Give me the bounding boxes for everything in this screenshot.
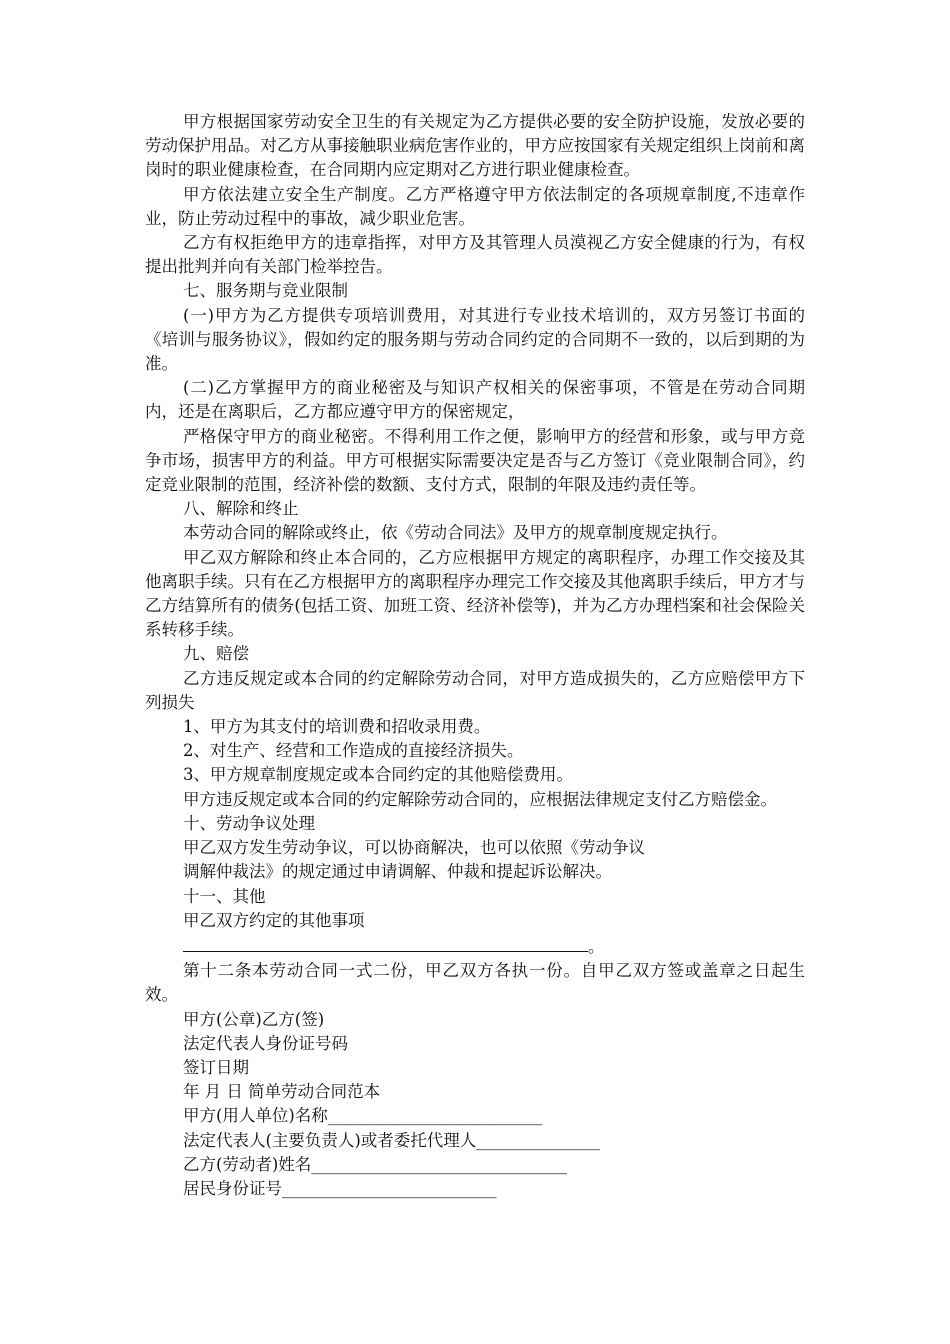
section-heading-7: 七、服务期与竞业限制 xyxy=(182,281,348,301)
employee-name-field: 乙方(劳动者)姓名_______________________________ xyxy=(182,1154,568,1174)
employer-name-field: 甲方(用人单位)名称__________________________ xyxy=(182,1106,543,1126)
signature-parties: 甲方(公章)乙方(签) xyxy=(182,1009,325,1029)
paragraph-non-compete: 严格保守甲方的商业秘密。不得利用工作之便，影响甲方的经营和形象，或与甲方竞争市场，损害甲方的利益。甲方可根据实际需要决定是否与乙方签订《竞业限制合同》，约定竞业限制的范围，经济补偿的数额、支付方式，限制的年限及违约责任等。 xyxy=(145,426,805,495)
list-item-3: 3、甲方规章制度规定或本合同约定的其他赔偿费用。 xyxy=(182,765,573,785)
paragraph-employer-compensation: 甲方违反规定或本合同的约定解除劳动合同的，应根据法律规定支付乙方赔偿金。 xyxy=(182,789,777,809)
section-heading-11: 十一、其他 xyxy=(182,886,266,906)
date-and-template-title: 年 月 日 简单劳动合同范本 xyxy=(182,1082,381,1102)
paragraph-refuse-orders: 乙方有权拒绝甲方的违章指挥，对甲方及其管理人员漠视乙方安全健康的行为，有权提出批判并向有关部门检举控告。 xyxy=(145,233,805,277)
paragraph-dispute-line-1: 甲乙双方发生劳动争议，可以协商解决，也可以依照《劳动争议 xyxy=(182,838,645,858)
paragraph-compensation-intro: 乙方违反规定或本合同的约定解除劳动合同，对甲方造成损失的，乙方应赔偿甲方下列损失 xyxy=(145,668,805,712)
resident-id-field: 居民身份证号__________________________ xyxy=(182,1178,497,1198)
paragraph-confidentiality: (二)乙方掌握甲方的商业秘密及与知识产权相关的保密事项，不管是在劳动合同期内，还是在离职后，乙方都应遵守甲方的保密规定， xyxy=(145,378,805,422)
list-item-1: 1、甲方为其支付的培训费和招收录用费。 xyxy=(182,717,491,737)
legal-rep-id-number: 法定代表人身份证号码 xyxy=(182,1033,348,1053)
paragraph-safety-system: 甲方依法建立安全生产制度。乙方严格遵守甲方依法制定的各项规章制度,不违章作业，防止劳动过程中的事故，减少职业危害。 xyxy=(145,184,805,228)
blank-underline xyxy=(183,933,588,952)
signing-date: 签订日期 xyxy=(182,1057,249,1077)
section-heading-9: 九、赔偿 xyxy=(182,644,249,664)
blank-fill-line xyxy=(145,933,805,959)
list-item-2: 2、对生产、经营和工作造成的直接经济损失。 xyxy=(182,741,524,761)
section-heading-8: 八、解除和终止 xyxy=(182,499,299,519)
legal-rep-field: 法定代表人(主要负责人)或者委托代理人_______________ xyxy=(182,1130,601,1150)
section-heading-10: 十、劳动争议处理 xyxy=(182,813,315,833)
document-body xyxy=(145,110,805,1201)
paragraph-safety-facilities: 甲方根据国家劳动安全卫生的有关规定为乙方提供必要的安全防护设施，发放必要的劳动保护用品。对乙方从事接触职业病危害作业的，甲方应按国家有关规定组织上岗前和离岗时的职业健康检查，在合同期内应定期对乙方进行职业健康检查。 xyxy=(145,112,805,180)
blank-line-suffix: 。 xyxy=(587,936,605,956)
paragraph-article-12: 第十二条本劳动合同一式二份，甲乙双方各执一份。自甲乙双方签或盖章之日起生效。 xyxy=(145,961,805,1005)
paragraph-training-service: (一)甲方为乙方提供专项培训费用，对其进行专业技术培训的，双方另签订书面的《培训与服务协议》，假如约定的服务期与劳动合同约定的合同期不一致的，以后到期的为准。 xyxy=(145,305,805,374)
paragraph-termination-procedure: 甲乙双方解除和终止本合同的，乙方应根据甲方规定的离职程序，办理工作交接及其他离职手续。只有在乙方根据甲方的离职程序办理完工作交接及其他离职手续后，甲方才与乙方结算所有的债务(包括工资、加班工资、经济补偿等)，并为乙方办理档案和社会保险关系转移手续。 xyxy=(145,547,805,640)
paragraph-other-matters: 甲乙双方约定的其他事项 xyxy=(182,910,365,930)
paragraph-termination-basis: 本劳动合同的解除或终止，依《劳动合同法》及甲方的规章制度规定执行。 xyxy=(182,523,728,543)
paragraph-dispute-line-2: 调解仲裁法》的规定通过申请调解、仲裁和提起诉讼解决。 xyxy=(182,862,612,882)
